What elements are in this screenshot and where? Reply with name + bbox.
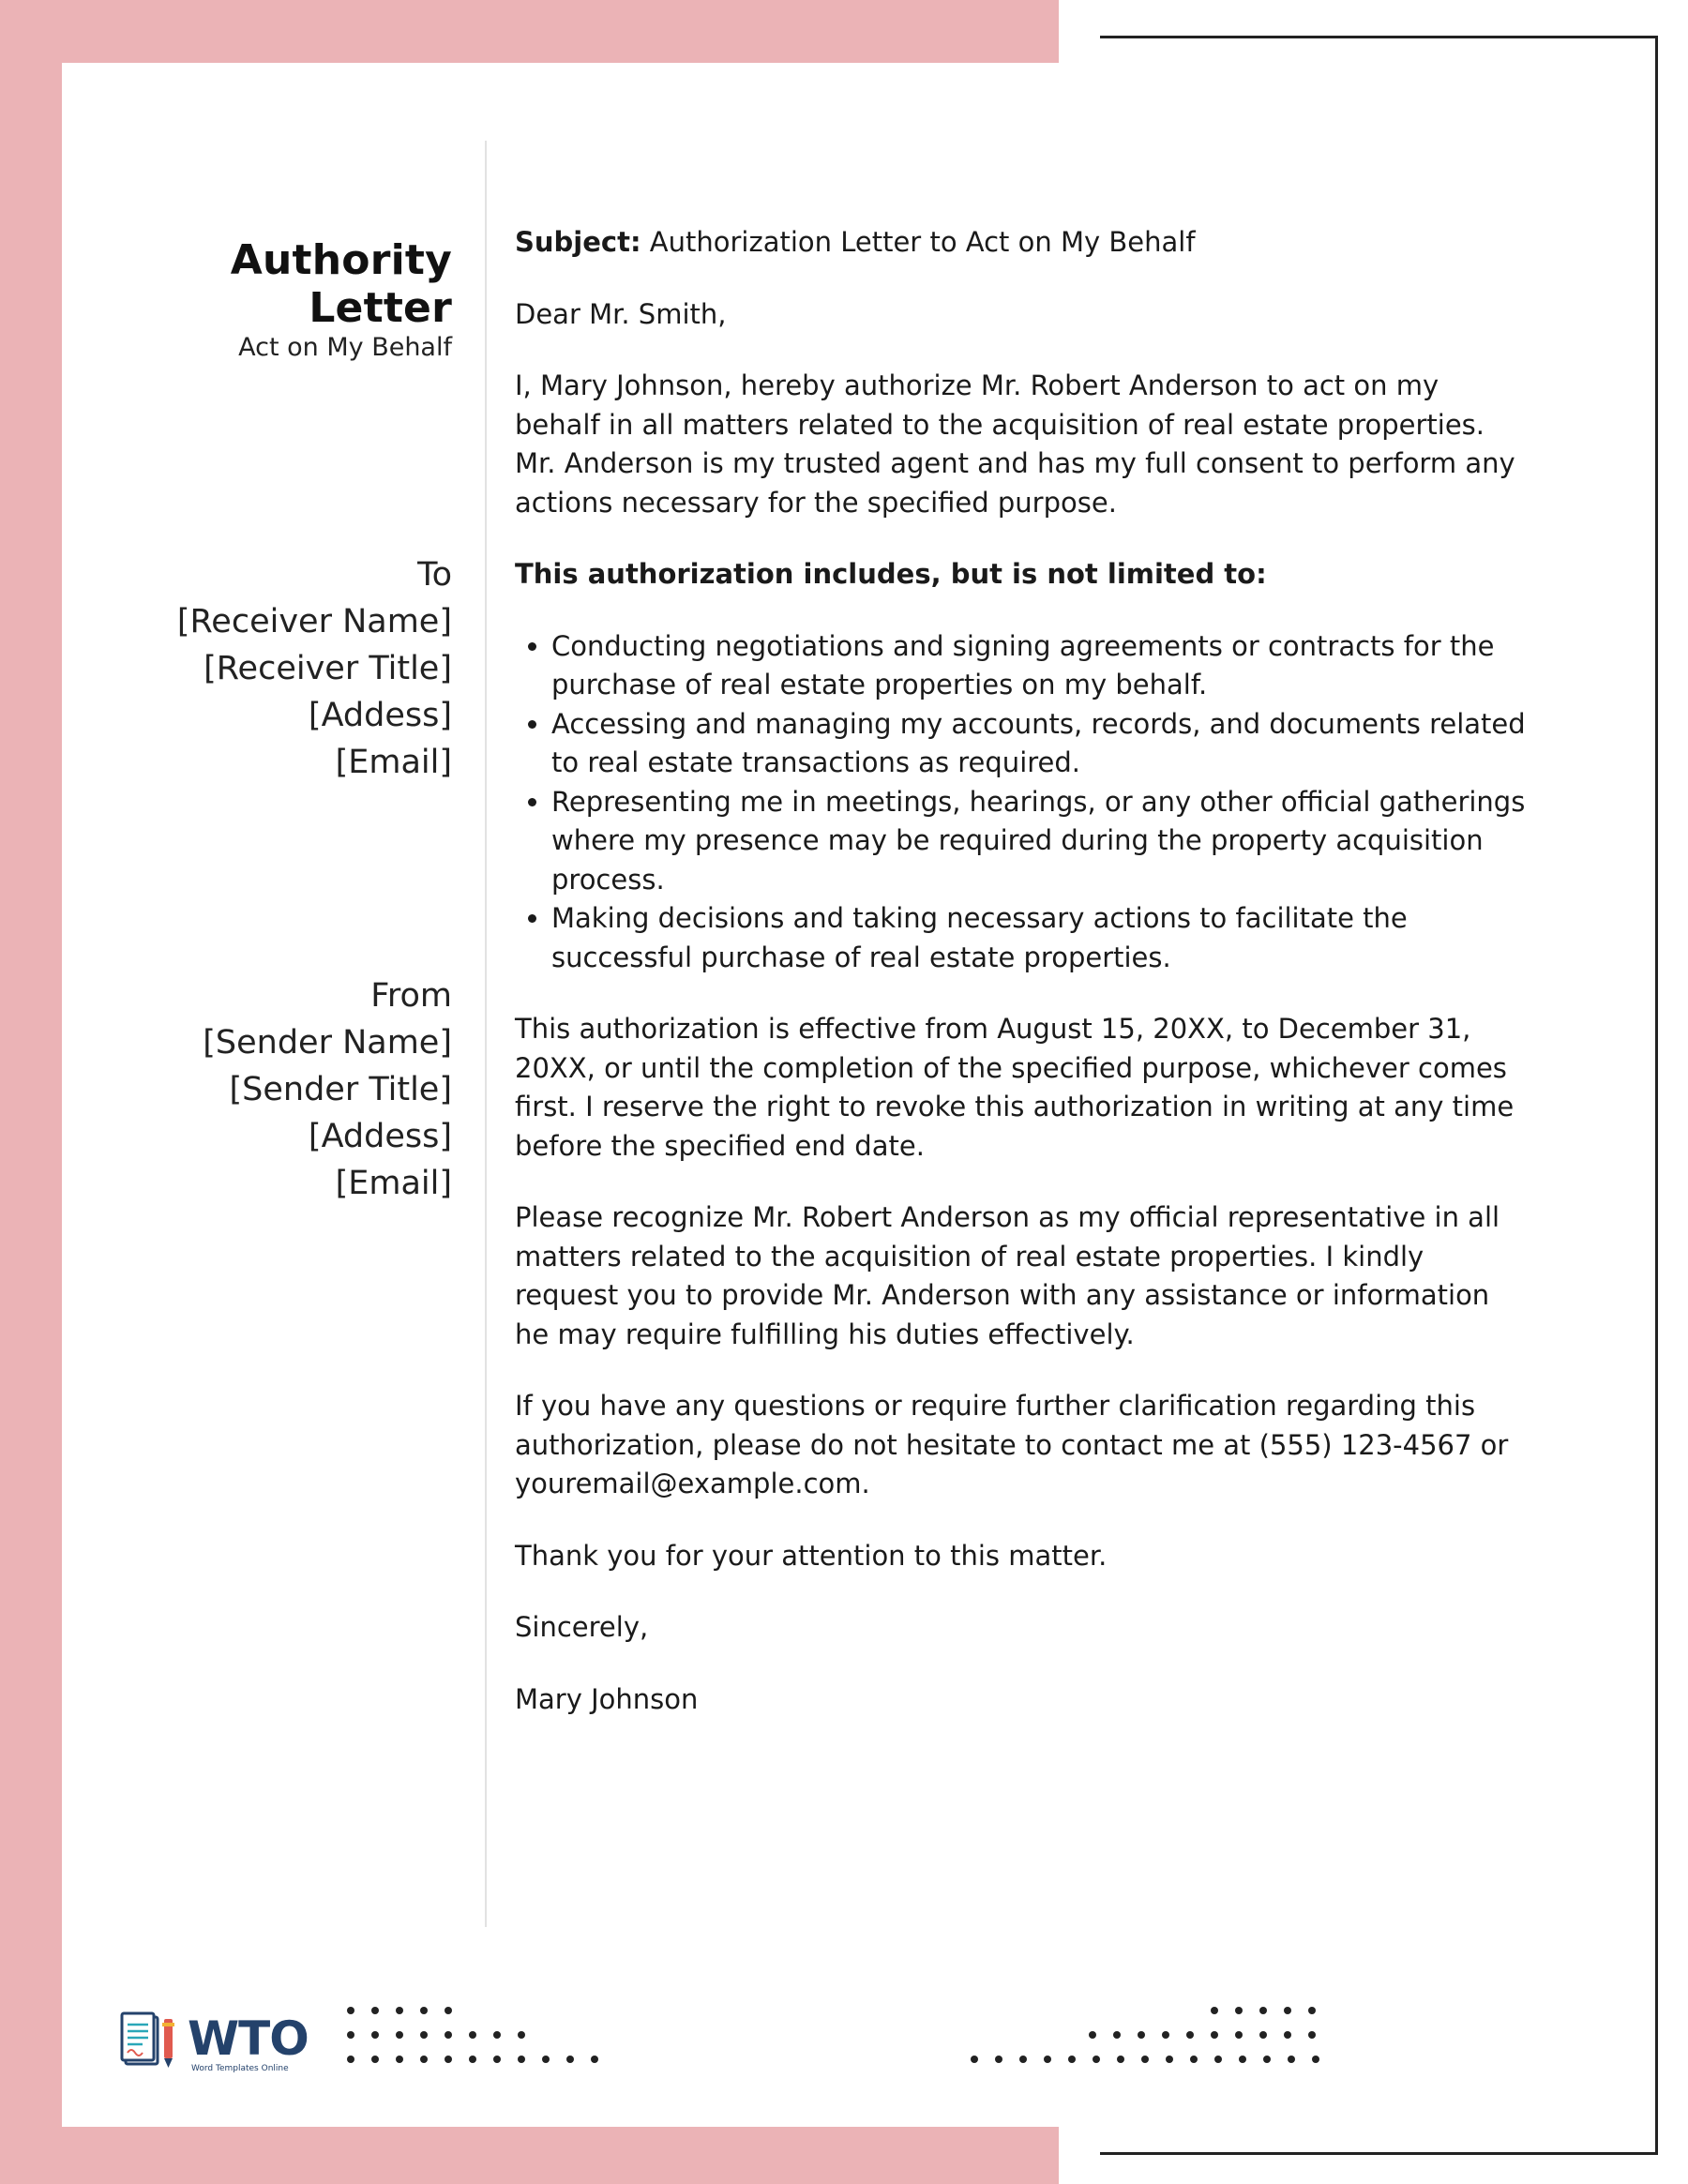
- decorative-dot: [971, 2056, 978, 2063]
- decorative-dot: [1214, 2056, 1222, 2063]
- decorative-dot: [1117, 2056, 1124, 2063]
- receiver-block: [94, 551, 452, 786]
- sender-block: [94, 972, 452, 1207]
- decorative-dot: [493, 2056, 501, 2063]
- includes-heading-text: This authorization includes, but is not limited to:: [515, 558, 1267, 590]
- receiver-address: [Addess]: [308, 697, 452, 734]
- decorative-dot: [1068, 2056, 1076, 2063]
- frame-line-top: [1100, 36, 1658, 38]
- document-title: Authority Letter: [230, 236, 452, 332]
- decorative-dot: [469, 2031, 476, 2039]
- decorative-dot: [469, 2056, 476, 2063]
- document-pen-icon: [120, 2010, 188, 2075]
- frame-line-right: [1655, 36, 1658, 2155]
- decorative-dot: [1259, 2031, 1267, 2039]
- decorative-dot: [1166, 2056, 1173, 2063]
- decorative-dot: [1259, 2007, 1267, 2014]
- decorative-dot: [420, 2056, 428, 2063]
- subject-line: [515, 223, 1528, 263]
- decorative-dot: [1138, 2031, 1145, 2039]
- decorative-dot: [445, 2056, 452, 2063]
- wto-logo: [120, 2010, 308, 2075]
- receiver-title: [Receiver Title]: [203, 650, 452, 687]
- document-subtitle: Act on My Behalf: [238, 333, 452, 362]
- decorative-dot: [1190, 2056, 1198, 2063]
- decorative-dot: [1162, 2031, 1169, 2039]
- receiver-label: To: [417, 556, 452, 594]
- signature-name: Mary Johnson: [515, 1682, 699, 1715]
- logo-tagline: Word Templates Online: [191, 2064, 289, 2073]
- thanks-line: Thank you for your attention to this matter.: [515, 1539, 1108, 1572]
- decorative-dot: [1089, 2031, 1096, 2039]
- decorative-dot: [518, 2056, 525, 2063]
- decorative-dot: [445, 2007, 452, 2014]
- includes-heading: [515, 555, 1528, 595]
- receiver-email: [Email]: [335, 744, 452, 781]
- closing-line: Sincerely,: [515, 1611, 649, 1643]
- list-item: • Making decisions and taking necessary actions to facilitate the successful purchase of real estate properties.: [551, 899, 1528, 977]
- sender-label: From: [370, 977, 452, 1015]
- decorative-dot: [1141, 2056, 1149, 2063]
- decorative-dot: [1263, 2056, 1271, 2063]
- sender-address: [Addess]: [308, 1118, 452, 1155]
- decorative-pink-band-left: [0, 0, 62, 2184]
- list-item: • Representing me in meetings, hearings, or any other official gatherings where my presence may be required during the property acquisition process.: [551, 783, 1528, 900]
- decorative-dot: [371, 2007, 379, 2014]
- sender-title: [Sender Title]: [229, 1071, 452, 1108]
- decorative-dot: [1284, 2007, 1291, 2014]
- recognize-paragraph: Please recognize Mr. Robert Anderson as my official representative in all matters related to the acquisition of real estate properties. I kindly request you to provide Mr. Anderson with any assistance or information he may require fulfilling his duties effectively.: [515, 1201, 1500, 1350]
- decorative-pink-band-bottom: [0, 2127, 1059, 2184]
- decorative-dot: [420, 2031, 428, 2039]
- effective-paragraph: This authorization is effective from August 15, 20XX, to December 31, 20XX, or until the completion of the specified purpose, whichever comes first. I reserve the right to revoke this authorization in writing at any time before the specified end date.: [515, 1013, 1515, 1162]
- decorative-dot: [566, 2056, 574, 2063]
- decorative-dot: [347, 2031, 354, 2039]
- frame-line-bottom: [1100, 2152, 1658, 2155]
- decorative-dot: [1235, 2007, 1243, 2014]
- logo-text: WTO: [188, 2011, 309, 2066]
- list-item: • Conducting negotiations and signing agreements or contracts for the purchase of real estate properties on my behalf.: [551, 627, 1528, 705]
- decorative-dots-right: [961, 1997, 1374, 2072]
- authorization-list: [515, 627, 1528, 978]
- decorative-dot: [1308, 2007, 1316, 2014]
- decorative-dot: [1239, 2056, 1246, 2063]
- decorative-dot: [1308, 2031, 1316, 2039]
- subject-text: Authorization Letter to Act on My Behalf: [649, 226, 1196, 258]
- decorative-dot: [420, 2007, 428, 2014]
- decorative-dot: [347, 2007, 354, 2014]
- decorative-dot: [396, 2056, 403, 2063]
- decorative-dot: [1093, 2056, 1100, 2063]
- decorative-dot: [1235, 2031, 1243, 2039]
- decorative-dot: [396, 2007, 403, 2014]
- decorative-dot: [371, 2031, 379, 2039]
- decorative-dot: [347, 2056, 354, 2063]
- sender-email: [Email]: [335, 1165, 452, 1202]
- receiver-name: [Receiver Name]: [176, 603, 452, 640]
- salutation: Dear Mr. Smith,: [515, 297, 727, 330]
- list-item: • Accessing and managing my accounts, records, and documents related to real estate transactions as required.: [551, 705, 1528, 783]
- subject-label: Subject:: [515, 226, 641, 258]
- decorative-dot: [1288, 2056, 1295, 2063]
- decorative-dots-left: [338, 1997, 731, 2072]
- decorative-dot: [995, 2056, 1002, 2063]
- decorative-dot: [1186, 2031, 1194, 2039]
- decorative-dot: [371, 2056, 379, 2063]
- decorative-dot: [542, 2056, 550, 2063]
- decorative-dot: [1113, 2031, 1121, 2039]
- decorative-dot: [1211, 2031, 1218, 2039]
- decorative-dot: [445, 2031, 452, 2039]
- decorative-dot: [1284, 2031, 1291, 2039]
- intro-paragraph: I, Mary Johnson, hereby authorize Mr. Robert Anderson to act on my behalf in all matters related to the acquisition of real estate properties. Mr. Anderson is my trusted agent and has my full consent to perform any actions necessary for the specified purpose.: [515, 369, 1515, 519]
- decorative-dot: [493, 2031, 501, 2039]
- sender-name: [Sender Name]: [203, 1024, 452, 1062]
- decorative-dot: [396, 2031, 403, 2039]
- decorative-dot: [1019, 2056, 1027, 2063]
- contact-paragraph: If you have any questions or require further clarification regarding this authorization, please do not hesitate to contact me at (555) 123-4567 or youremail@example.com.: [515, 1390, 1509, 1499]
- column-divider: [485, 141, 487, 1927]
- decorative-dot: [518, 2031, 525, 2039]
- decorative-dot: [1044, 2056, 1051, 2063]
- letter-body: [515, 223, 1528, 1752]
- decorative-pink-band-top: [0, 0, 1059, 63]
- decorative-dot: [1312, 2056, 1319, 2063]
- decorative-dot: [591, 2056, 598, 2063]
- decorative-dot: [1211, 2007, 1218, 2014]
